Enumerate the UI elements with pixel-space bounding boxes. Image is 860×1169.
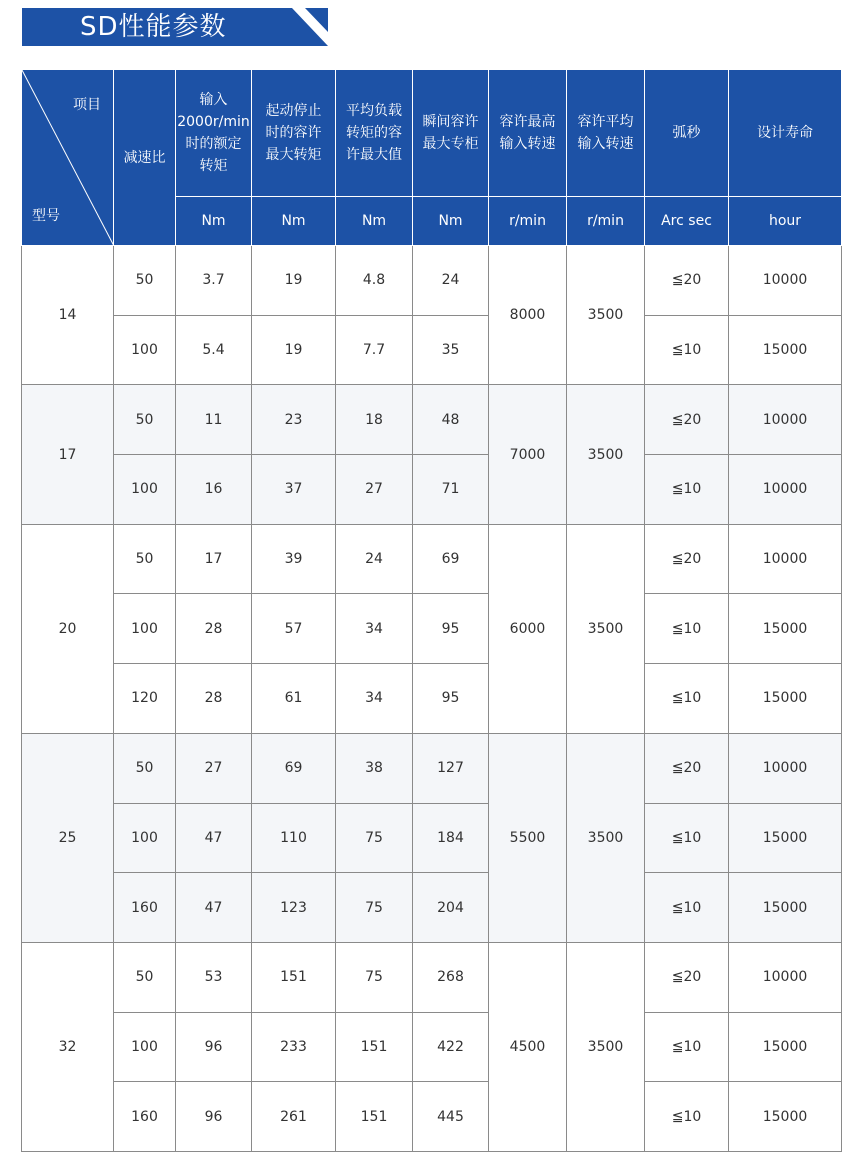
- cell-arc-sec: ≦20: [645, 733, 729, 803]
- cell-max-input-speed: 6000: [489, 524, 567, 733]
- header-col-label-line: 2000r/min: [177, 114, 250, 130]
- cell-startstop-torque: 37: [252, 455, 336, 525]
- cell-avg-input-speed: 3500: [567, 942, 645, 1151]
- table-row: [22, 455, 842, 525]
- table-row: [22, 385, 842, 455]
- cell-instant-torque: 95: [413, 664, 489, 734]
- cell-ratio: 50: [114, 942, 176, 1012]
- table-row: [22, 664, 842, 734]
- cell-instant-torque: 184: [413, 803, 489, 873]
- cell-rated-torque: 16: [176, 455, 252, 525]
- cell-rated-torque: 3.7: [176, 246, 252, 316]
- cell-instant-torque: 71: [413, 455, 489, 525]
- cell-model: 32: [22, 942, 114, 1151]
- header-col-label-line: 输入: [199, 92, 228, 108]
- cell-avg-load-torque: 7.7: [336, 315, 413, 385]
- cell-startstop-torque: 110: [252, 803, 336, 873]
- cell-instant-torque: 24: [413, 246, 489, 316]
- cell-rated-torque: 96: [176, 1082, 252, 1152]
- cell-instant-torque: 445: [413, 1082, 489, 1152]
- cell-ratio: 100: [114, 594, 176, 664]
- header-unit-2: Nm: [336, 197, 413, 246]
- table-row: [22, 733, 842, 803]
- cell-arc-sec: ≦10: [645, 1012, 729, 1082]
- table-row: [22, 803, 842, 873]
- cell-arc-sec: ≦10: [645, 594, 729, 664]
- cell-model: 17: [22, 385, 114, 524]
- cell-rated-torque: 5.4: [176, 315, 252, 385]
- cell-instant-torque: 35: [413, 315, 489, 385]
- cell-ratio: 100: [114, 1012, 176, 1082]
- cell-avg-load-torque: 27: [336, 455, 413, 525]
- table-row: [22, 1082, 842, 1152]
- cell-design-life: 10000: [729, 385, 842, 455]
- cell-avg-load-torque: 75: [336, 942, 413, 1012]
- header-unit-7: hour: [729, 197, 842, 246]
- cell-ratio: 50: [114, 524, 176, 594]
- cell-startstop-torque: 151: [252, 942, 336, 1012]
- cell-rated-torque: 28: [176, 664, 252, 734]
- header-ratio-label: 减速比: [123, 149, 166, 166]
- cell-design-life: 10000: [729, 942, 842, 1012]
- cell-startstop-torque: 123: [252, 873, 336, 943]
- cell-startstop-torque: 23: [252, 385, 336, 455]
- cell-startstop-torque: 57: [252, 594, 336, 664]
- cell-instant-torque: 69: [413, 524, 489, 594]
- header-item-label: 项目: [73, 97, 101, 113]
- cell-startstop-torque: 39: [252, 524, 336, 594]
- cell-arc-sec: ≦10: [645, 664, 729, 734]
- cell-ratio: 50: [114, 733, 176, 803]
- header-unit-6: Arc sec: [645, 197, 729, 246]
- cell-instant-torque: 204: [413, 873, 489, 943]
- page-title: SD性能参数: [80, 12, 227, 42]
- header-col-label-line: 输入转速: [577, 136, 634, 152]
- table-row: [22, 246, 842, 316]
- table-row: [22, 524, 842, 594]
- cell-arc-sec: ≦10: [645, 315, 729, 385]
- cell-avg-load-torque: 151: [336, 1012, 413, 1082]
- header-col-label-line: 设计寿命: [757, 125, 813, 141]
- cell-avg-input-speed: 3500: [567, 246, 645, 385]
- cell-startstop-torque: 261: [252, 1082, 336, 1152]
- table-row: [22, 594, 842, 664]
- cell-avg-load-torque: 24: [336, 524, 413, 594]
- cell-ratio: 50: [114, 385, 176, 455]
- cell-ratio: 100: [114, 455, 176, 525]
- cell-rated-torque: 28: [176, 594, 252, 664]
- cell-arc-sec: ≦10: [645, 803, 729, 873]
- cell-design-life: 15000: [729, 873, 842, 943]
- cell-instant-torque: 95: [413, 594, 489, 664]
- cell-avg-load-torque: 151: [336, 1082, 413, 1152]
- cell-arc-sec: ≦20: [645, 385, 729, 455]
- cell-avg-load-torque: 38: [336, 733, 413, 803]
- cell-rated-torque: 11: [176, 385, 252, 455]
- header-unit-5: r/min: [567, 197, 645, 246]
- header-col-label-line: 输入转速: [499, 136, 556, 152]
- header-row-labels: [22, 70, 842, 197]
- cell-design-life: 15000: [729, 594, 842, 664]
- cell-avg-load-torque: 75: [336, 803, 413, 873]
- cell-ratio: 100: [114, 803, 176, 873]
- cell-model: 20: [22, 524, 114, 733]
- table-row: [22, 315, 842, 385]
- cell-avg-input-speed: 3500: [567, 733, 645, 942]
- cell-instant-torque: 48: [413, 385, 489, 455]
- header-col-0: [176, 70, 252, 197]
- header-col-4: [489, 70, 567, 197]
- header-col-3: [413, 70, 489, 197]
- cell-ratio: 100: [114, 315, 176, 385]
- cell-design-life: 15000: [729, 315, 842, 385]
- cell-ratio: 120: [114, 664, 176, 734]
- cell-max-input-speed: 5500: [489, 733, 567, 942]
- header-col-label-line: 最大专柜: [422, 136, 479, 152]
- cell-arc-sec: ≦10: [645, 1082, 729, 1152]
- table-row: [22, 942, 842, 1012]
- cell-arc-sec: ≦20: [645, 942, 729, 1012]
- cell-arc-sec: ≦10: [645, 873, 729, 943]
- header-unit-3: Nm: [413, 197, 489, 246]
- header-col-label-line: 平均负载: [346, 103, 402, 119]
- cell-design-life: 10000: [729, 524, 842, 594]
- header-ratio: [114, 70, 176, 246]
- header-model-item-cell: [22, 70, 114, 246]
- cell-ratio: 160: [114, 1082, 176, 1152]
- cell-max-input-speed: 4500: [489, 942, 567, 1151]
- header-unit-4: r/min: [489, 197, 567, 246]
- header-col-5: [567, 70, 645, 197]
- cell-avg-load-torque: 75: [336, 873, 413, 943]
- performance-table: [21, 69, 842, 1152]
- cell-ratio: 160: [114, 873, 176, 943]
- cell-startstop-torque: 69: [252, 733, 336, 803]
- header-col-2: [336, 70, 413, 197]
- cell-avg-load-torque: 34: [336, 594, 413, 664]
- cell-rated-torque: 53: [176, 942, 252, 1012]
- header-col-label-line: 转矩: [199, 158, 228, 174]
- header-col-6: [645, 70, 729, 197]
- cell-avg-input-speed: 3500: [567, 385, 645, 524]
- cell-rated-torque: 17: [176, 524, 252, 594]
- cell-avg-load-torque: 4.8: [336, 246, 413, 316]
- cell-design-life: 15000: [729, 1012, 842, 1082]
- cell-arc-sec: ≦20: [645, 524, 729, 594]
- section-title-banner: [22, 8, 328, 46]
- cell-rated-torque: 96: [176, 1012, 252, 1082]
- header-model-label: 型号: [32, 208, 60, 224]
- cell-startstop-torque: 19: [252, 246, 336, 316]
- cell-model: 14: [22, 246, 114, 385]
- cell-startstop-torque: 61: [252, 664, 336, 734]
- cell-arc-sec: ≦10: [645, 455, 729, 525]
- cell-ratio: 50: [114, 246, 176, 316]
- table-row: [22, 873, 842, 943]
- header-col-label-line: 时的额定: [185, 136, 242, 152]
- header-col-label-line: 转矩的容: [346, 125, 402, 141]
- cell-max-input-speed: 7000: [489, 385, 567, 524]
- cell-instant-torque: 422: [413, 1012, 489, 1082]
- header-unit-0: Nm: [176, 197, 252, 246]
- cell-avg-input-speed: 3500: [567, 524, 645, 733]
- table-row: [22, 1012, 842, 1082]
- cell-startstop-torque: 233: [252, 1012, 336, 1082]
- header-col-label-line: 瞬间容许: [422, 114, 479, 130]
- cell-avg-load-torque: 34: [336, 664, 413, 734]
- cell-rated-torque: 47: [176, 803, 252, 873]
- cell-design-life: 10000: [729, 455, 842, 525]
- header-col-7: [729, 70, 842, 197]
- cell-design-life: 15000: [729, 664, 842, 734]
- cell-rated-torque: 27: [176, 733, 252, 803]
- header-col-1: [252, 70, 336, 197]
- cell-design-life: 15000: [729, 1082, 842, 1152]
- header-col-label-line: 起动停止: [265, 103, 322, 119]
- header-col-label-line: 容许平均: [577, 114, 634, 130]
- cell-arc-sec: ≦20: [645, 246, 729, 316]
- cell-startstop-torque: 19: [252, 315, 336, 385]
- cell-max-input-speed: 8000: [489, 246, 567, 385]
- cell-model: 25: [22, 733, 114, 942]
- header-col-label-line: 弧秒: [672, 125, 701, 141]
- cell-instant-torque: 268: [413, 942, 489, 1012]
- cell-design-life: 10000: [729, 733, 842, 803]
- header-col-label-line: 最大转矩: [265, 147, 322, 163]
- header-col-label-line: 容许最高: [499, 114, 556, 130]
- header-col-label-line: 时的容许: [265, 125, 322, 141]
- cell-rated-torque: 47: [176, 873, 252, 943]
- header-col-label-line: 许最大值: [346, 147, 402, 163]
- cell-design-life: 15000: [729, 803, 842, 873]
- cell-design-life: 10000: [729, 246, 842, 316]
- cell-instant-torque: 127: [413, 733, 489, 803]
- header-unit-1: Nm: [252, 197, 336, 246]
- cell-avg-load-torque: 18: [336, 385, 413, 455]
